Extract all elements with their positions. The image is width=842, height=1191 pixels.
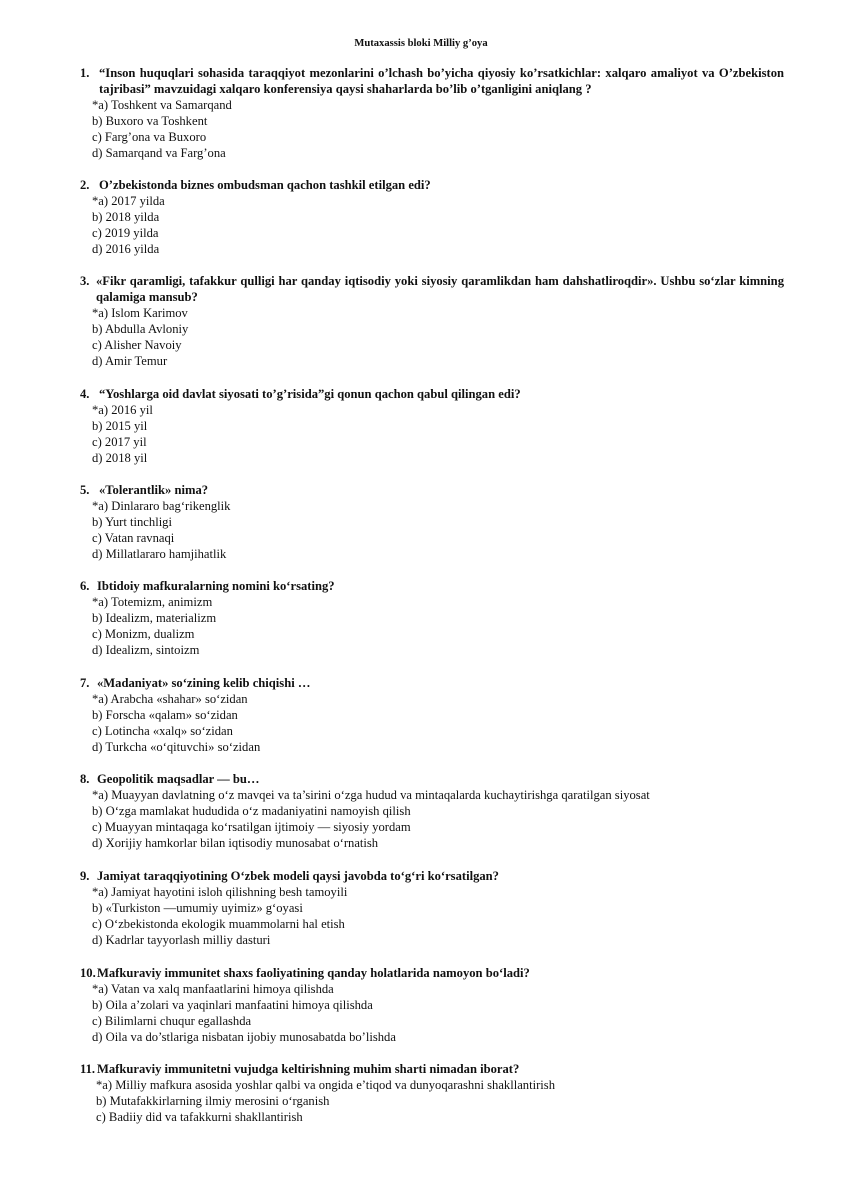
answer-option: *a) Toshkent va Samarqand <box>92 98 232 113</box>
question-9 <box>80 868 784 948</box>
question-text: O’zbekistonda biznes ombudsman qachon tashkil etilgan edi? <box>99 178 431 192</box>
question-title <box>80 675 784 691</box>
question-title <box>80 386 784 402</box>
question-8 <box>80 771 784 851</box>
question-number: 6. <box>80 579 90 593</box>
answer-option: b) 2018 yilda <box>92 210 160 225</box>
question-title <box>80 578 784 594</box>
answer-option: b) Abdulla Avloniy <box>92 322 189 337</box>
answer-option: d) Oila va do’stlariga nisbatan ijobiy munosabatda bo’lishda <box>92 1030 396 1045</box>
question-3 <box>80 273 784 370</box>
answer-option: *a) Arabcha «shahar» so‘zidan <box>92 692 248 707</box>
answer-option: b) Buxoro va Toshkent <box>92 114 208 129</box>
question-number: 1. <box>80 66 90 80</box>
question-text: Jamiyat taraqqiyotining O‘zbek modeli qaysi javobda to‘g‘ri ko‘rsatilgan? <box>97 869 499 883</box>
question-number: 5. <box>80 483 90 497</box>
question-number: 7. <box>80 676 90 690</box>
question-title <box>80 177 784 193</box>
question-text: Mafkuraviy immunitetni vujudga keltirishning muhim sharti nimadan iborat? <box>97 1062 520 1076</box>
answer-option: b) Yurt tinchligi <box>92 515 172 530</box>
answer-option: b) «Turkiston —umumiy uyimiz» g‘oyasi <box>92 901 303 916</box>
answer-option: *a) Muayyan davlatning o‘z mavqei va ta’sirini o‘zga hudud va mintaqalarda kuchaytirishga qaratilgan siyosat <box>92 788 650 803</box>
answer-option: *a) Totemizm, animizm <box>92 595 213 610</box>
answer-option: d) Xorijiy hamkorlar bilan iqtisodiy munosabat o‘rnatish <box>92 836 379 851</box>
question-text: Ibtidoiy mafkuralarning nomini ko‘rsating? <box>97 579 335 593</box>
answer-option: b) Oila a’zolari va yaqinlari manfaatini himoya qilishda <box>92 998 373 1013</box>
answer-option: d) Millatlararo hamjihatlik <box>92 547 227 562</box>
answer-option: d) Kadrlar tayyorlash milliy dasturi <box>92 933 271 948</box>
answer-option: c) 2017 yil <box>92 435 147 450</box>
question-number: 2. <box>80 178 90 192</box>
question-text: Geopolitik maqsadlar — bu… <box>97 772 260 786</box>
answer-option: b) Idealizm, materializm <box>92 611 217 626</box>
answer-option: d) Samarqand va Farg’ona <box>92 146 226 161</box>
question-title <box>80 1061 784 1077</box>
answer-option: c) Vatan ravnaqi <box>92 531 175 546</box>
question-number: 4. <box>80 387 90 401</box>
answer-option: c) Alisher Navoiy <box>92 338 182 353</box>
answer-option: d) 2016 yilda <box>92 242 160 257</box>
question-7 <box>80 675 784 755</box>
question-6 <box>80 578 784 658</box>
answer-option: c) Muayyan mintaqaga ko‘rsatilgan ijtimoiy — siyosiy yordam <box>92 820 411 835</box>
page-header: Mutaxassis bloki Milliy g’oya <box>354 38 488 49</box>
question-text: «Tolerantlik» nima? <box>99 483 209 497</box>
question-title <box>80 65 784 97</box>
answer-option: b) Forscha «qalam» so‘zidan <box>92 708 238 723</box>
answer-option: *a) 2016 yil <box>92 403 153 418</box>
answer-option: c) O‘zbekistonda ekologik muammolarni hal etish <box>92 917 345 932</box>
answer-option: c) Lotincha «xalq» so‘zidan <box>92 724 233 739</box>
answer-option: c) Farg’ona va Buxoro <box>92 130 207 145</box>
question-5 <box>80 482 784 562</box>
answer-option: b) O‘zga mamlakat hududida o‘z madaniyatini namoyish qilish <box>92 804 411 819</box>
question-number: 9. <box>80 869 90 883</box>
question-text: “Yoshlarga oid davlat siyosati to’g’risida”gi qonun qachon qabul qilingan edi? <box>99 387 521 401</box>
question-1 <box>80 65 784 162</box>
question-text: “Inson huquqlari sohasida taraqqiyot mezonlarini o’lchash bo’yicha qiyosiy ko’rsatkichlar: xalqaro amaliyot va O’zbekiston tajribasi” mavzuidagi xalqaro konferensiya qaysi shaharlarda bo’lib o’tganligini aniqlang ? <box>99 66 784 97</box>
question-title <box>80 273 784 305</box>
question-11 <box>80 1061 784 1125</box>
answer-option: c) Monizm, dualizm <box>92 627 195 642</box>
question-title <box>80 482 784 498</box>
question-number: 11. <box>80 1062 96 1076</box>
answer-option: b) 2015 yil <box>92 419 148 434</box>
answer-option: c) 2019 yilda <box>92 226 159 241</box>
answer-option: c) Bilimlarni chuqur egallashda <box>92 1014 252 1029</box>
answer-option: *a) 2017 yilda <box>92 194 165 209</box>
answer-option: c) Badiiy did va tafakkurni shakllantirish <box>96 1110 303 1125</box>
question-text: «Fikr qaramligi, tafakkur qulligi har qanday iqtisodiy yoki siyosiy qaramlikdan ham dahshatliroqdir». Ushbu so‘zlar kimning qalamiga mansub? <box>96 274 784 305</box>
question-number: 3. <box>80 274 90 288</box>
answer-option: d) Turkcha «o‘qituvchi» so‘zidan <box>92 740 261 755</box>
answer-option: *a) Vatan va xalq manfaatlarini himoya qilishda <box>92 982 334 997</box>
question-number: 10. <box>80 966 96 980</box>
answer-option: d) 2018 yil <box>92 451 148 466</box>
question-text: Mafkuraviy immunitet shaxs faoliyatining qanday holatlarida namoyon bo‘ladi? <box>97 966 530 980</box>
question-text: «Madaniyat» so‘zining kelib chiqishi … <box>97 676 311 690</box>
answer-option: d) Idealizm, sintoizm <box>92 643 200 658</box>
answer-option: *a) Islom Karimov <box>92 306 188 321</box>
answer-option: *a) Milliy mafkura asosida yoshlar qalbi va ongida e’tiqod va dunyoqarashni shakllantirish <box>96 1078 555 1093</box>
question-number: 8. <box>80 772 90 786</box>
question-10 <box>80 965 784 1045</box>
answer-option: *a) Dinlararo bag‘rikenglik <box>92 499 231 514</box>
question-4 <box>80 386 784 466</box>
answer-option: d) Amir Temur <box>92 354 168 369</box>
question-title <box>80 965 784 981</box>
answer-option: b) Mutafakkirlarning ilmiy merosini o‘rganish <box>96 1094 330 1109</box>
question-title <box>80 868 784 884</box>
question-2 <box>80 177 784 257</box>
answer-option: *a) Jamiyat hayotini isloh qilishning besh tamoyili <box>92 885 348 900</box>
question-title <box>80 771 784 787</box>
